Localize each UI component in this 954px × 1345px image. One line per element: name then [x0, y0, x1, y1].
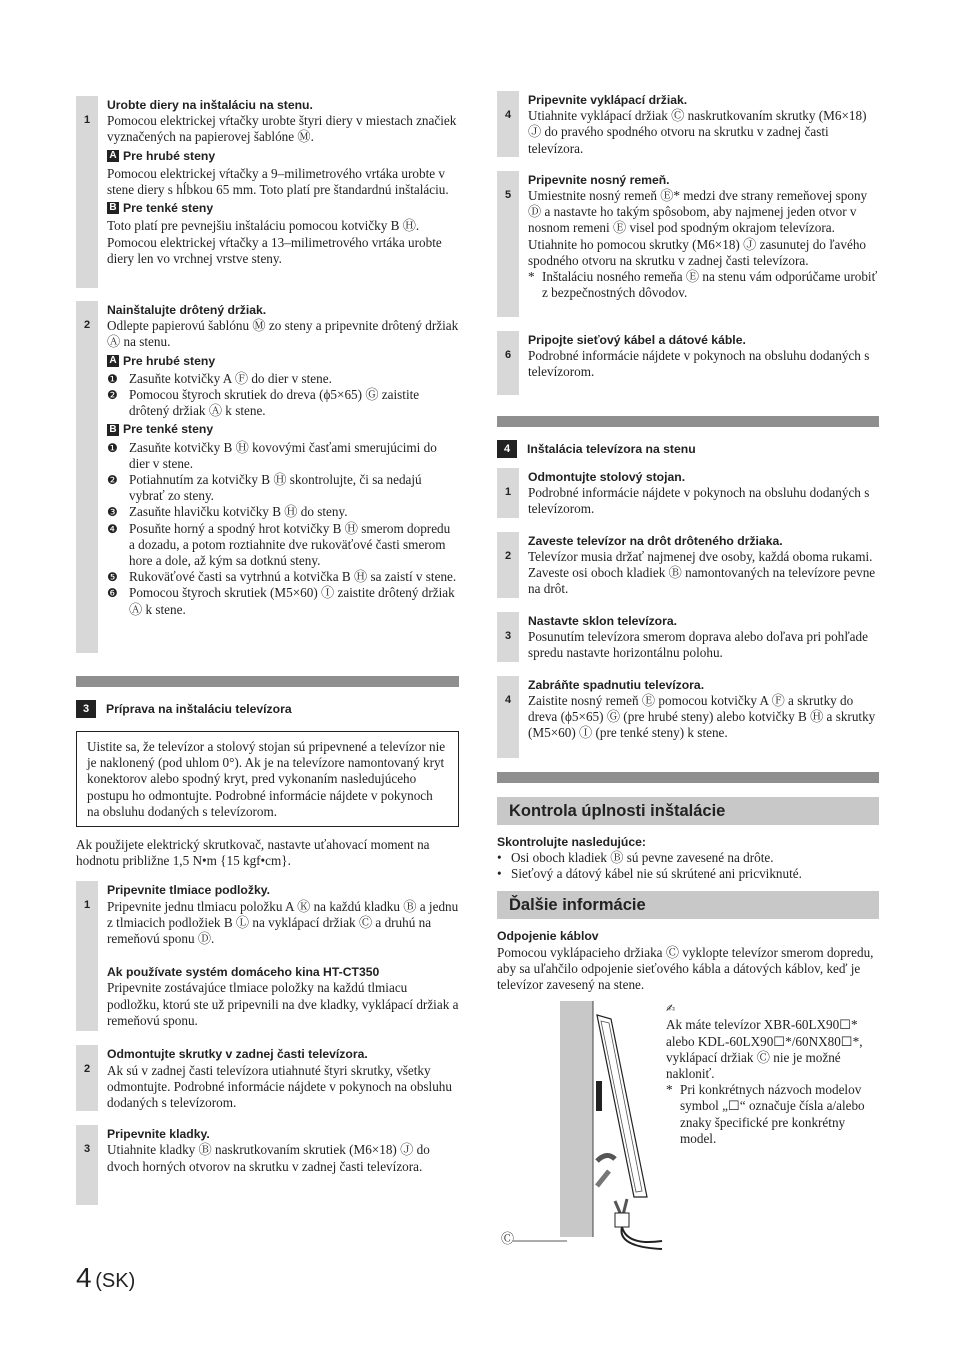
- check-title: Kontrola úplnosti inštalácie: [497, 797, 879, 825]
- step-2: [76, 301, 459, 653]
- thin-wall-text: Toto platí pre pevnejšiu inštaláciu pomocou kotvičky B Ⓗ. Pomocou elektrickej vŕtačky a 13–milimetrového vrtáka urobte diery len vo vrchnej vrstve steny.: [107, 218, 442, 266]
- left-column: [76, 96, 459, 1219]
- page-number: 4 (SK): [76, 1262, 136, 1293]
- step-title: Pripevnite vyklápací držiak.: [528, 93, 688, 107]
- step-text: Zaistite nosný remeň Ⓔ pomocou kotvičky A Ⓕ a skrutky do dreva (ϕ5×65) Ⓖ (pre hrubé steny) alebo kotvičky B Ⓗ a skrutky (M5×60) Ⓘ (pre tenké steny) k stene.: [528, 693, 876, 741]
- section-title: Príprava na inštaláciu televízora: [106, 701, 292, 716]
- step-number: 4: [497, 91, 519, 157]
- step-number: 2: [76, 1045, 98, 1111]
- step-text: Odlepte papierovú šablónu Ⓜ zo steny a pripevnite drôtený držiak Ⓐ na stenu.: [107, 318, 459, 350]
- list-item: • Sieťový a dátový kábel nie sú skrútené ani pricviknuté.: [497, 866, 802, 882]
- list-item: ❻ Pomocou štyroch skrutiek (M5×60) Ⓘ zaistite drôtený držiak Ⓐ k stene.: [107, 585, 455, 617]
- step-1: [497, 468, 879, 518]
- section-heading-4: [497, 440, 879, 458]
- step-text: Pripevnite jednu tlmiacu položku A Ⓚ na každú kladku Ⓑ a jednu z tlmiacich podložiek B Ⓛ na vyklápací držiak Ⓒ a druhú na remeňovú sponu Ⓓ.: [107, 898, 459, 947]
- step-text: Pomocou elektrickej vŕtačky urobte štyri diery v miestach značiek vyznačených na papierovej šablóne Ⓜ.: [107, 113, 457, 145]
- step-2: [497, 532, 879, 598]
- tv-tilt-illustration: [497, 1001, 667, 1251]
- list-item: ❷ Pomocou štyroch skrutiek do dreva (ϕ5×65) Ⓖ zaistite drôtený držiak Ⓐ k stene.: [107, 387, 420, 419]
- step-title: Pripevnite tlmiace podložky.: [107, 883, 270, 898]
- list-item: • Osi oboch kladiek Ⓑ sú pevne zavesené na drôte.: [497, 850, 774, 866]
- footnote: * Inštaláciu nosného remeňa Ⓔ na stenu vám odporúčame urobiť z bezpečnostných dôvodov.: [528, 269, 878, 301]
- step-text: Umiestnite nosný remeň Ⓔ* medzi dve strany remeňovej spony Ⓓ a nastavte ho takým spôsobom, aby najmenej jeden otvor v nosnom remeni Ⓔ visel pod spodným okrajom televízora.: [528, 188, 868, 236]
- section-divider: [497, 772, 879, 783]
- figure-note: [666, 1001, 879, 1147]
- step-3: [497, 612, 879, 662]
- step-4: [497, 676, 879, 758]
- figure-label-c: Ⓒ: [501, 1232, 515, 1248]
- footnote: * Pri konkrétnych názvoch modelov symbol „☐“ označuje čísla a/alebo znaky špecifické pre konkrétny model.: [666, 1082, 865, 1146]
- section-divider: [497, 416, 879, 427]
- letter-b-icon: B: [107, 424, 119, 436]
- more-info-title: Ďalšie informácie: [497, 891, 879, 919]
- step-number: 3: [497, 612, 519, 662]
- list-item: ❶ Zasuňte kotvičky A Ⓕ do dier v stene.: [107, 370, 332, 386]
- step-title: Odmontujte stolový stojan.: [528, 469, 686, 484]
- step-number: 6: [497, 331, 519, 395]
- note-icon: ✍: [666, 1002, 676, 1016]
- step-title: Zabráňte spadnutiu televízora.: [528, 677, 705, 692]
- list-item: ❺ Rukoväťové časti sa vytrhnú a kotvička B Ⓗ sa zaistí v stene.: [107, 569, 457, 585]
- more-info-subtitle: Odpojenie káblov: [497, 929, 599, 944]
- list-item: ❸ Zasuňte hlavičku kotvičky B Ⓗ do steny.: [107, 504, 348, 520]
- letter-b-icon: B: [107, 202, 119, 214]
- section-heading-3: [76, 700, 459, 718]
- step-number: 4: [497, 676, 519, 758]
- step-2: [76, 1045, 459, 1111]
- step-text-2: Utiahnite ho pomocou skrutky (M6×18) Ⓙ zasunutej do ľavého spodného otvoru na skrutku v zadnej časti televízora.: [528, 236, 867, 268]
- right-column: [497, 91, 879, 1251]
- step-5: [497, 171, 879, 317]
- section-number: 3: [76, 700, 96, 718]
- subsection-text: Pripevnite zostávajúce tlmiace položky na každú tlmiacu podložku, ktorú ste už pripevnili na dve kladky, vyklápací držiak a remeňovú sponu.: [107, 980, 459, 1028]
- section-divider: [76, 676, 459, 687]
- subsection-title: Ak používate systém domáceho kina HT-CT350: [107, 965, 380, 980]
- step-3: [76, 1125, 459, 1205]
- step-title: Pripevnite nosný remeň.: [528, 172, 670, 187]
- step-number: 1: [497, 468, 519, 518]
- step-title: Pripojte sieťový kábel a dátové káble.: [528, 332, 746, 347]
- letter-a-icon: A: [107, 150, 119, 162]
- thick-wall-heading: A Pre hrubé steny: [107, 353, 459, 369]
- intro-text: Ak použijete elektrický skrutkovač, nastavte uťahovací moment na hodnotu približne 1,5 N•m {15 kgf•cm}.: [76, 837, 430, 869]
- step-number: 1: [76, 96, 98, 288]
- step-text: Ak sú v zadnej časti televízora utiahnuté štyri skrutky, všetky odmontujte. Podrobné informácie nájdete v pokynoch na obsluhu dodaných s televízorom.: [107, 1062, 452, 1111]
- step-title: Nastavte sklon televízora.: [528, 613, 678, 628]
- step-text: Podrobné informácie nájdete v pokynoch na obsluhu dodaných s televízorom.: [528, 348, 870, 380]
- step-text: Utiahnite kladky Ⓑ naskrutkovaním skrutiek (M6×18) Ⓙ do dvoch horných otvorov na skrutku v zadnej časti televízora.: [107, 1142, 430, 1174]
- thin-wall-heading: B Pre tenké steny: [107, 421, 459, 437]
- list-item: ❹ Posuňte horný a spodný hrot kotvičky B Ⓗ smerom dopredu a dozadu, a potom roztiahnite dve rukoväťové časti smerom hore a dole, až kým sa dotknú steny.: [107, 520, 451, 569]
- note-text: Ak máte televízor XBR-60LX90☐* alebo KDL-60LX90☐*/60NX80☐*, vyklápací držiak Ⓒ nie je možné nakloniť.: [666, 1017, 863, 1082]
- step-title: Odmontujte skrutky v zadnej časti televízora.: [107, 1047, 368, 1062]
- thick-wall-heading: A Pre hrubé steny: [107, 148, 459, 164]
- step-title: Pripevnite kladky.: [107, 1127, 210, 1142]
- section-title: Inštalácia televízora na stenu: [527, 441, 696, 456]
- step-title: Nainštalujte drôtený držiak.: [107, 303, 267, 317]
- check-subtitle: Skontrolujte nasledujúce:: [497, 834, 646, 849]
- letter-a-icon: A: [107, 355, 119, 367]
- section-number: 4: [497, 440, 517, 458]
- step-text: Televízor musia držať najmenej dve osoby, každá oboma rukami. Zaveste osi oboch kladiek Ⓑ namontovaných na televízore pevne na drôt.: [528, 549, 876, 597]
- step-text: Podrobné informácie nájdete v pokynoch na obsluhu dodaných s televízorom.: [528, 485, 870, 517]
- step-number: 2: [497, 532, 519, 598]
- list-item: ❷ Potiahnutím za kotvičky B Ⓗ skontrolujte, či sa nedajú vybrať zo steny.: [107, 472, 422, 504]
- step-4: [497, 91, 879, 157]
- thin-wall-heading: B Pre tenké steny: [107, 200, 459, 216]
- step-title: Urobte diery na inštaláciu na stenu.: [107, 98, 313, 112]
- figure-area: [497, 1001, 879, 1251]
- step-number: 2: [76, 301, 98, 653]
- step-1: [76, 881, 459, 1031]
- step-1: [76, 96, 459, 288]
- step-number: 1: [76, 881, 98, 1031]
- step-text: Utiahnite vyklápací držiak Ⓒ naskrutkovaním skrutky (M6×18) Ⓙ do pravého spodného otvoru na skrutku v zadnej časti televízora.: [528, 108, 867, 156]
- step-title: Zaveste televízor na drôt drôteného držiaka.: [528, 533, 783, 548]
- step-number: 3: [76, 1125, 98, 1205]
- note-box: Uistite sa, že televízor a stolový stojan sú pripevnené a televízor nie je naklonený (pod uhlom 0°). Ak je na televízore namontovaný kryt konektorov alebo spodný kryt, pred vykonaním nasledujúceho postupu ho odmontujte. Podrobné informácie nájdete v pokynoch na obsluhu dodaných s televízorom.: [76, 731, 459, 827]
- step-number: 5: [497, 171, 519, 317]
- step-text: Posunutím televízora smerom doprava alebo doľava pri pohľade spredu nastavte horizontálnu polohu.: [528, 629, 868, 661]
- thick-wall-text: Pomocou elektrickej vŕtačky a 9–milimetrového vrtáka urobte v stene diery s hĺbkou 65 mm. Toto platí pre štandardnú inštaláciu.: [107, 165, 449, 198]
- more-info-text: Pomocou vyklápacieho držiaka Ⓒ vyklopte televízor smerom dopredu, aby sa uľahčilo odpojenie sieťového kábla a dátových káblov, keď je televízor zavesený na stene.: [497, 944, 874, 993]
- list-item: ❶ Zasuňte kotvičky B Ⓗ kovovými časťami smerujúcimi do dier v stene.: [107, 439, 437, 471]
- step-6: [497, 331, 879, 395]
